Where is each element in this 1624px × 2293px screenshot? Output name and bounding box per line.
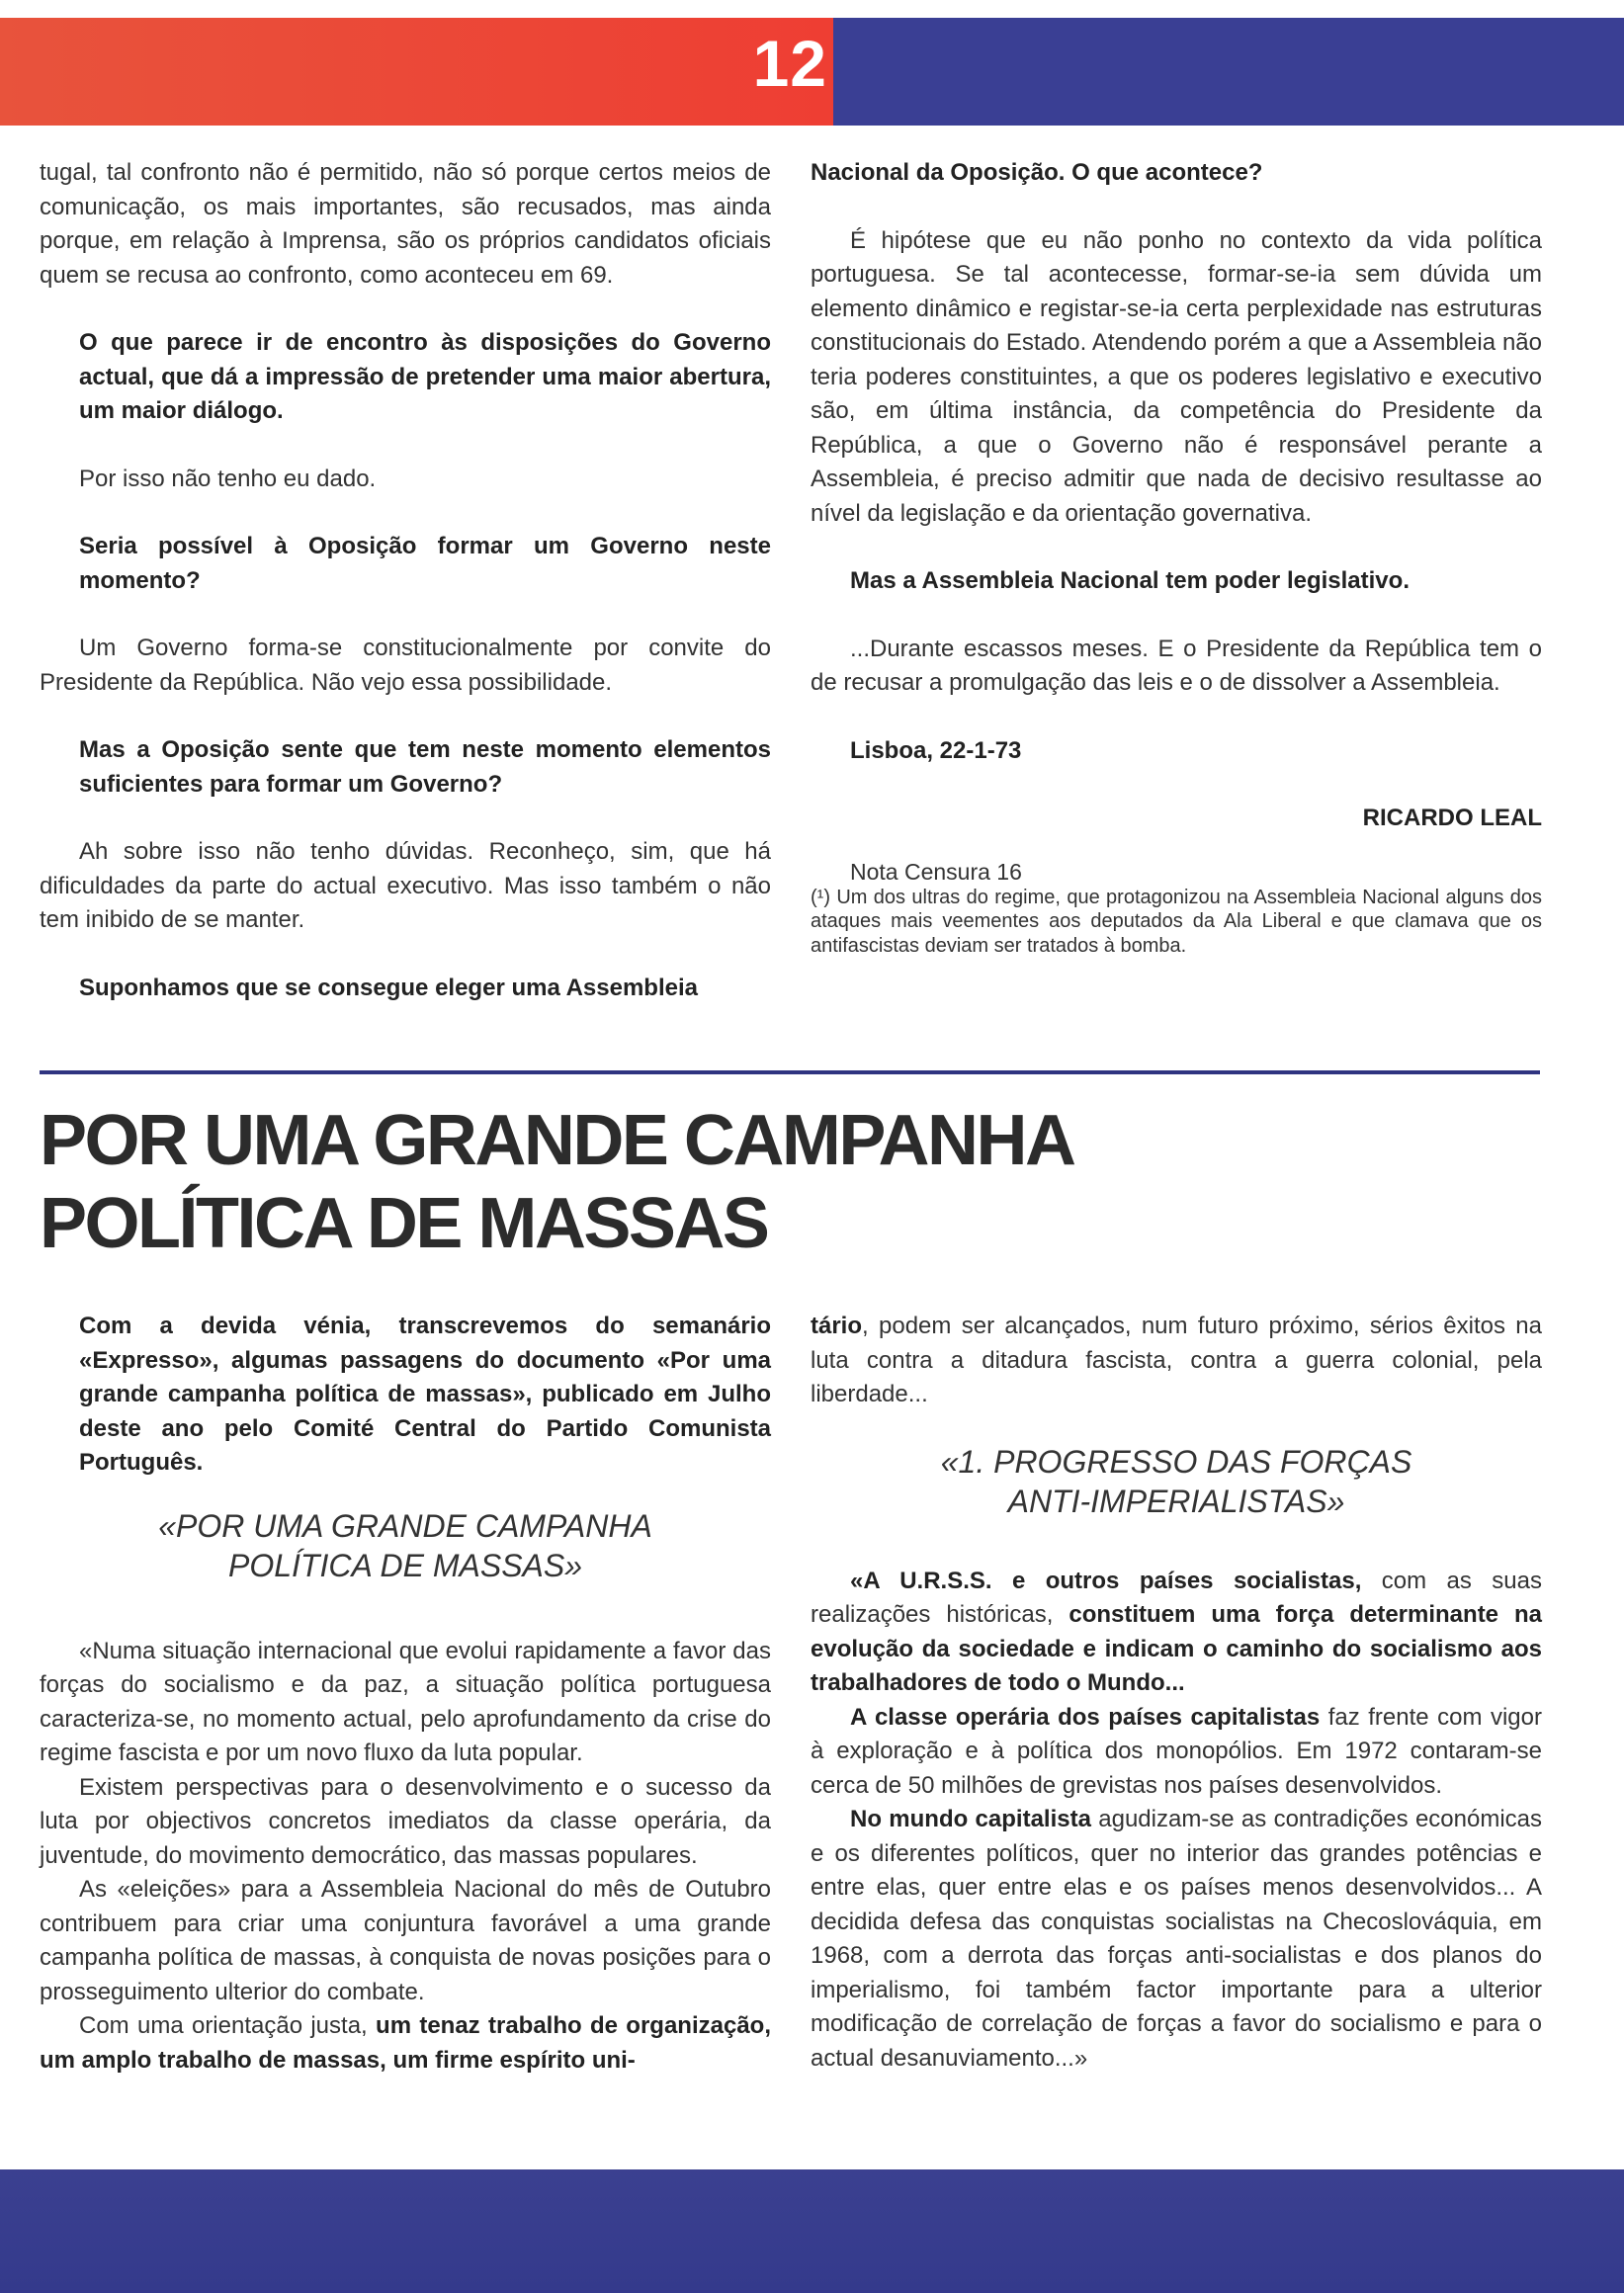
text-run-bold: «A U.R.S.S. e outros países socialistas, bbox=[850, 1567, 1362, 1594]
text-run-bold: constituem uma força determinante na evolução da sociedade e indicam o caminho do socialismo aos trabalhadores de todo o Mundo... bbox=[811, 1601, 1543, 1696]
header-red-band bbox=[0, 18, 833, 126]
interview-answer: Por isso não tenho eu dado. bbox=[79, 465, 377, 492]
text-run-bold: No mundo capitalista bbox=[850, 1806, 1091, 1832]
interview-answer: Ah sobre isso não tenho dúvidas. Reconheço, sim, que há dificuldades da parte do actual executivo. Mas isso também o não tem inibido de se manter. bbox=[40, 838, 771, 933]
text-run: agudizam-se as contradições económicas e os diferentes políticos, quer no interior das grandes potências e entre elas, quer entre elas e os países menos desenvolvidos... A decidida defesa das conquistas socialistas na Checoslováquia, em 1968, com a derrota das forças anti-socialistas e dos planos do imperialismo, foi também factor importante para a ulterior modificação de correlação de forças a favor do socialismo e para o actual desanuviamento...» bbox=[811, 1806, 1543, 2072]
interview-question: Mas a Oposição sente que tem neste momento elementos suficientes para formar um Governo? bbox=[79, 736, 771, 798]
place-date: Lisboa, 22-1-73 bbox=[850, 736, 1022, 764]
subheading-line-2: POLÍTICA DE MASSAS» bbox=[227, 1547, 583, 1583]
censorship-note-title: Nota Censura 16 bbox=[850, 858, 1022, 885]
interview-paragraph: tugal, tal confronto não é permitido, não só porque certos meios de comunicação, os mais importantes, são recusados, mas ainda porque, em relação à Imprensa, são os próprios candidatos oficiais quem se recusa ao confronto, como aconteceu em 69. bbox=[40, 159, 771, 289]
subheading-line-1: «1. PROGRESSO DAS FORÇAS bbox=[940, 1443, 1412, 1480]
interview-answer: Um Governo forma-se constitucionalmente por convite do Presidente da República. Não vejo essa possibilidade. bbox=[40, 635, 771, 696]
text-run: com as suas realizações históricas, bbox=[811, 1567, 1542, 1628]
article-right-column bbox=[811, 1310, 1542, 2076]
header-blue-band bbox=[833, 18, 1624, 126]
article-subheading bbox=[40, 1506, 771, 1585]
article-paragraph bbox=[811, 1565, 1542, 1701]
page-header-band bbox=[0, 18, 1624, 126]
interview-answer: ...Durante escassos meses. E o Presidente da República tem o de recusar a promulgação das leis e o de dissolver a Assembleia. bbox=[811, 635, 1542, 696]
subheading-line-1: «POR UMA GRANDE CAMPANHA bbox=[158, 1507, 652, 1544]
author-signature: RICARDO LEAL bbox=[1362, 805, 1542, 831]
interview-right-column bbox=[811, 156, 1542, 958]
subheading-line-2: ANTI-IMPERIALISTAS» bbox=[1007, 1483, 1345, 1519]
article-paragraph: Existem perspectivas para o desenvolvimento e o sucesso da luta por objectivos concretos imediatos da classe operária, da juventude, do movimento democrático, das massas populares. bbox=[40, 1773, 771, 1869]
text-run: faz frente com vigor à exploração e à política dos monopólios. Em 1972 contaram-se cerca de 50 milhões de grevistas nos países desenvolvidos. bbox=[811, 1703, 1542, 1799]
section-divider bbox=[40, 1070, 1540, 1074]
article-paragraph bbox=[811, 1701, 1542, 1804]
interview-question: Seria possível à Oposição formar um Governo neste momento? bbox=[79, 533, 771, 594]
article-headline bbox=[40, 1099, 1073, 1265]
censorship-note-text: (¹) Um dos ultras do regime, que protagonizou na Assembleia Nacional alguns dos ataques mais veementes aos deputados da Ala Liberal e que clamava que os antifascistas deviam ser tratados à bomba. bbox=[811, 886, 1542, 957]
page-footer-band bbox=[0, 2169, 1624, 2293]
interview-question: O que parece ir de encontro às disposições do Governo actual, que dá a impressão de pretender uma maior abertura, um maior diálogo. bbox=[79, 329, 771, 424]
article-paragraph bbox=[811, 1310, 1542, 1412]
interview-question: Mas a Assembleia Nacional tem poder legislativo. bbox=[850, 567, 1410, 594]
article-subheading bbox=[811, 1442, 1542, 1521]
article-paragraph bbox=[40, 2009, 771, 2078]
interview-question-end: Nacional da Oposição. O que acontece? bbox=[811, 159, 1263, 186]
text-run-bold: A classe operária dos países capitalistas bbox=[850, 1703, 1321, 1731]
text-run-bold: um tenaz trabalho de organização, um amplo trabalho de massas, um firme espírito uni- bbox=[40, 2012, 771, 2074]
article-paragraph: As «eleições» para a Assembleia Nacional do mês de Outubro contribuem para criar uma conjuntura favorável a uma grande campanha política de massas, à conquista de novas posições para o prosseguimento ulterior do combate. bbox=[40, 1876, 771, 2005]
article-paragraph: «Numa situação internacional que evolui rapidamente a favor das forças do socialismo e da paz, a situação política portuguesa caracteriza-se, no momento actual, pelo aprofundamento da crise do regime fascista e por um novo fluxo da luta popular. bbox=[40, 1637, 771, 1766]
text-run: Com uma orientação justa, bbox=[79, 2012, 377, 2039]
article-paragraph bbox=[811, 1803, 1542, 2076]
article-left-column bbox=[40, 1310, 771, 2078]
page-number: 12 bbox=[752, 27, 827, 100]
interview-left-column bbox=[40, 156, 771, 1005]
headline-line-1: POR UMA GRANDE CAMPANHA bbox=[40, 1101, 1074, 1180]
text-run: , podem ser alcançados, num futuro próximo, sérios êxitos na luta contra a ditadura fascista, contra a guerra colonial, pela liberdade... bbox=[811, 1313, 1542, 1407]
headline-line-2: POLÍTICA DE MASSAS bbox=[40, 1184, 768, 1263]
article-intro: Com a devida vénia, transcrevemos do semanário «Expresso», algumas passagens do documento «Por uma grande campanha política de massas», publicado em Julho deste ano pelo Comité Central do Partido Comunista Português. bbox=[79, 1313, 771, 1476]
text-run-bold: tário bbox=[811, 1313, 863, 1339]
interview-question: Suponhamos que se consegue eleger uma Assembleia bbox=[79, 974, 698, 1001]
interview-answer: É hipótese que eu não ponho no contexto da vida política portuguesa. Se tal acontecesse, formar-se-ia sem dúvida um elemento dinâmico e registar-se-ia certa perplexidade nas estruturas constitucionais do Estado. Atendendo porém a que a Assembleia não teria poderes constituintes, a que os poderes legislativo e executivo são, em última instância, da competência do Presidente da República, a que o Governo não é responsável perante a Assembleia, é preciso admitir que nada de decisivo resultasse ao nível da legislação e da orientação governativa. bbox=[811, 226, 1542, 527]
